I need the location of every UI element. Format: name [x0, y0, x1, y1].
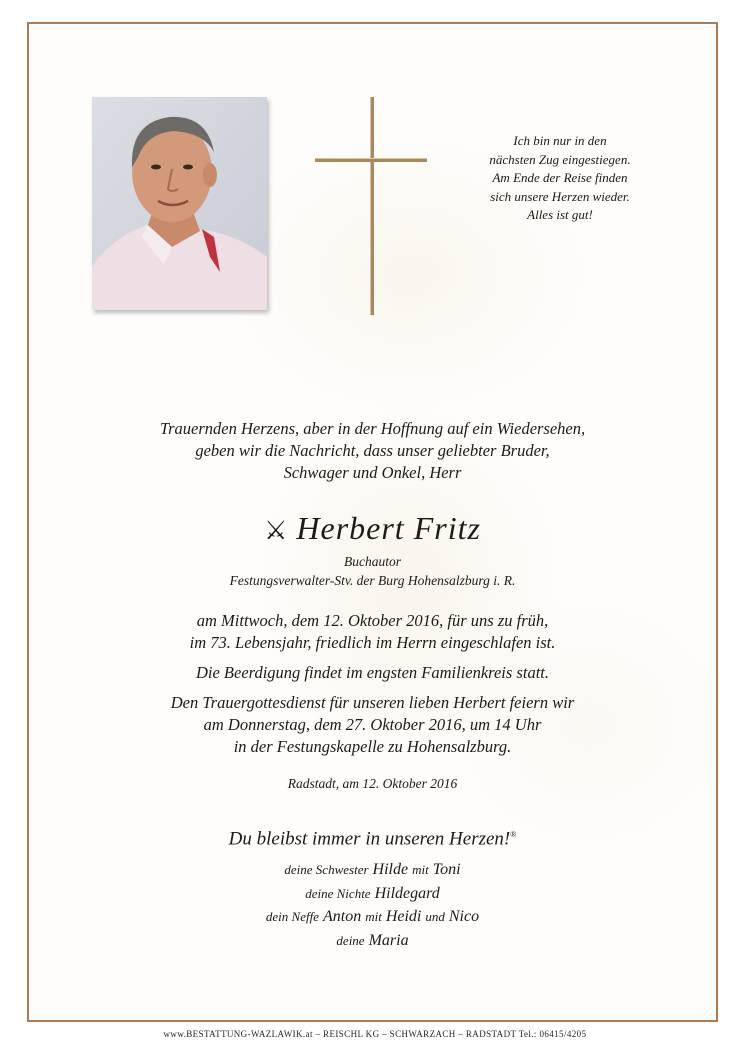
mourner-connector: mit — [365, 909, 382, 924]
service-line: in der Festungskapelle zu Hohensalzburg. — [233, 737, 512, 756]
mourner-relation: deine — [336, 932, 365, 948]
poem-line: nächsten Zug eingestiegen. — [489, 151, 631, 167]
mourner-name: Maria — [368, 931, 409, 949]
mourner-connector: mit — [412, 862, 429, 877]
intro-line: Trauernden Herzens, aber in der Hoffnung auf ein Wiedersehen, — [159, 419, 586, 438]
motto — [27, 822, 718, 852]
portrait-image — [92, 97, 267, 310]
footer-imprint: www.BESTATTUNG-WAZLAWIK.at – REISCHL KG – SCHWARZACH – RADSTADT Tel.: 06415/4205 — [163, 1029, 587, 1039]
funeral-notice — [27, 662, 718, 684]
mourners-list — [27, 858, 718, 952]
mourner-name: Hildegard — [374, 884, 440, 902]
mourner-name: Toni — [432, 861, 461, 878]
cross-horizontal-beam — [315, 158, 427, 162]
mourner-connector: und — [425, 909, 445, 924]
place-date — [27, 775, 718, 793]
place-date-line: Radstadt, am 12. Oktober 2016 — [287, 776, 458, 791]
poem-line: Am Ende der Reise finden — [492, 170, 628, 185]
portrait-photo — [92, 97, 267, 310]
poem — [480, 132, 640, 225]
death-notice — [27, 610, 718, 654]
deceased-name-row — [27, 508, 718, 551]
motto-text: Du bleibst immer in unseren Herzen! — [228, 828, 511, 850]
death-line: am Mittwoch, dem 12. Oktober 2016, für uns zu früh, — [196, 611, 549, 630]
occupation-line: Festungsverwalter-Stv. der Burg Hohensalzburg i. R. — [229, 573, 516, 588]
mourner-line — [27, 858, 718, 882]
death-line: im 73. Lebensjahr, friedlich im Herrn eingeschlafen ist. — [189, 633, 556, 652]
mourner-relation: deine Schwester — [284, 862, 369, 877]
mourner-relation: dein Neffe — [265, 909, 319, 924]
occupation — [27, 552, 718, 590]
service-line: Den Trauergottesdienst für unseren lieben Herbert feiern wir — [170, 693, 575, 712]
mourner-relation: deine Nichte — [305, 885, 371, 901]
service-line: am Donnerstag, dem 27. Oktober 2016, um 14 Uhr — [203, 715, 542, 734]
mourner-name: Nico — [448, 908, 480, 925]
service-notice — [27, 692, 718, 758]
deceased-name: Herbert Fritz — [296, 510, 481, 546]
cross-vertical-beam — [370, 97, 374, 315]
crossed-swords-icon: ⚔ — [264, 516, 289, 545]
mourner-line — [27, 882, 718, 906]
poem-line: Alles ist gut! — [527, 207, 593, 222]
mourner-name: Heidi — [385, 908, 422, 925]
mourner-name: Anton — [322, 908, 362, 925]
intro-line: geben wir die Nachricht, dass unser geliebter Bruder, — [195, 441, 550, 460]
funeral-line: Die Beerdigung findet im engsten Familienkreis statt. — [195, 663, 549, 682]
intro-text — [27, 418, 718, 484]
registered-mark: ® — [510, 830, 517, 839]
mourner-name: Hilde — [372, 861, 409, 878]
poem-line: Ich bin nur in den — [513, 133, 607, 148]
poem-line: sich unsere Herzen wieder. — [490, 188, 630, 204]
mourner-line — [27, 929, 718, 953]
occupation-line: Buchautor — [344, 554, 401, 569]
mourner-line — [27, 905, 718, 929]
intro-line: Schwager und Onkel, Herr — [283, 463, 462, 482]
